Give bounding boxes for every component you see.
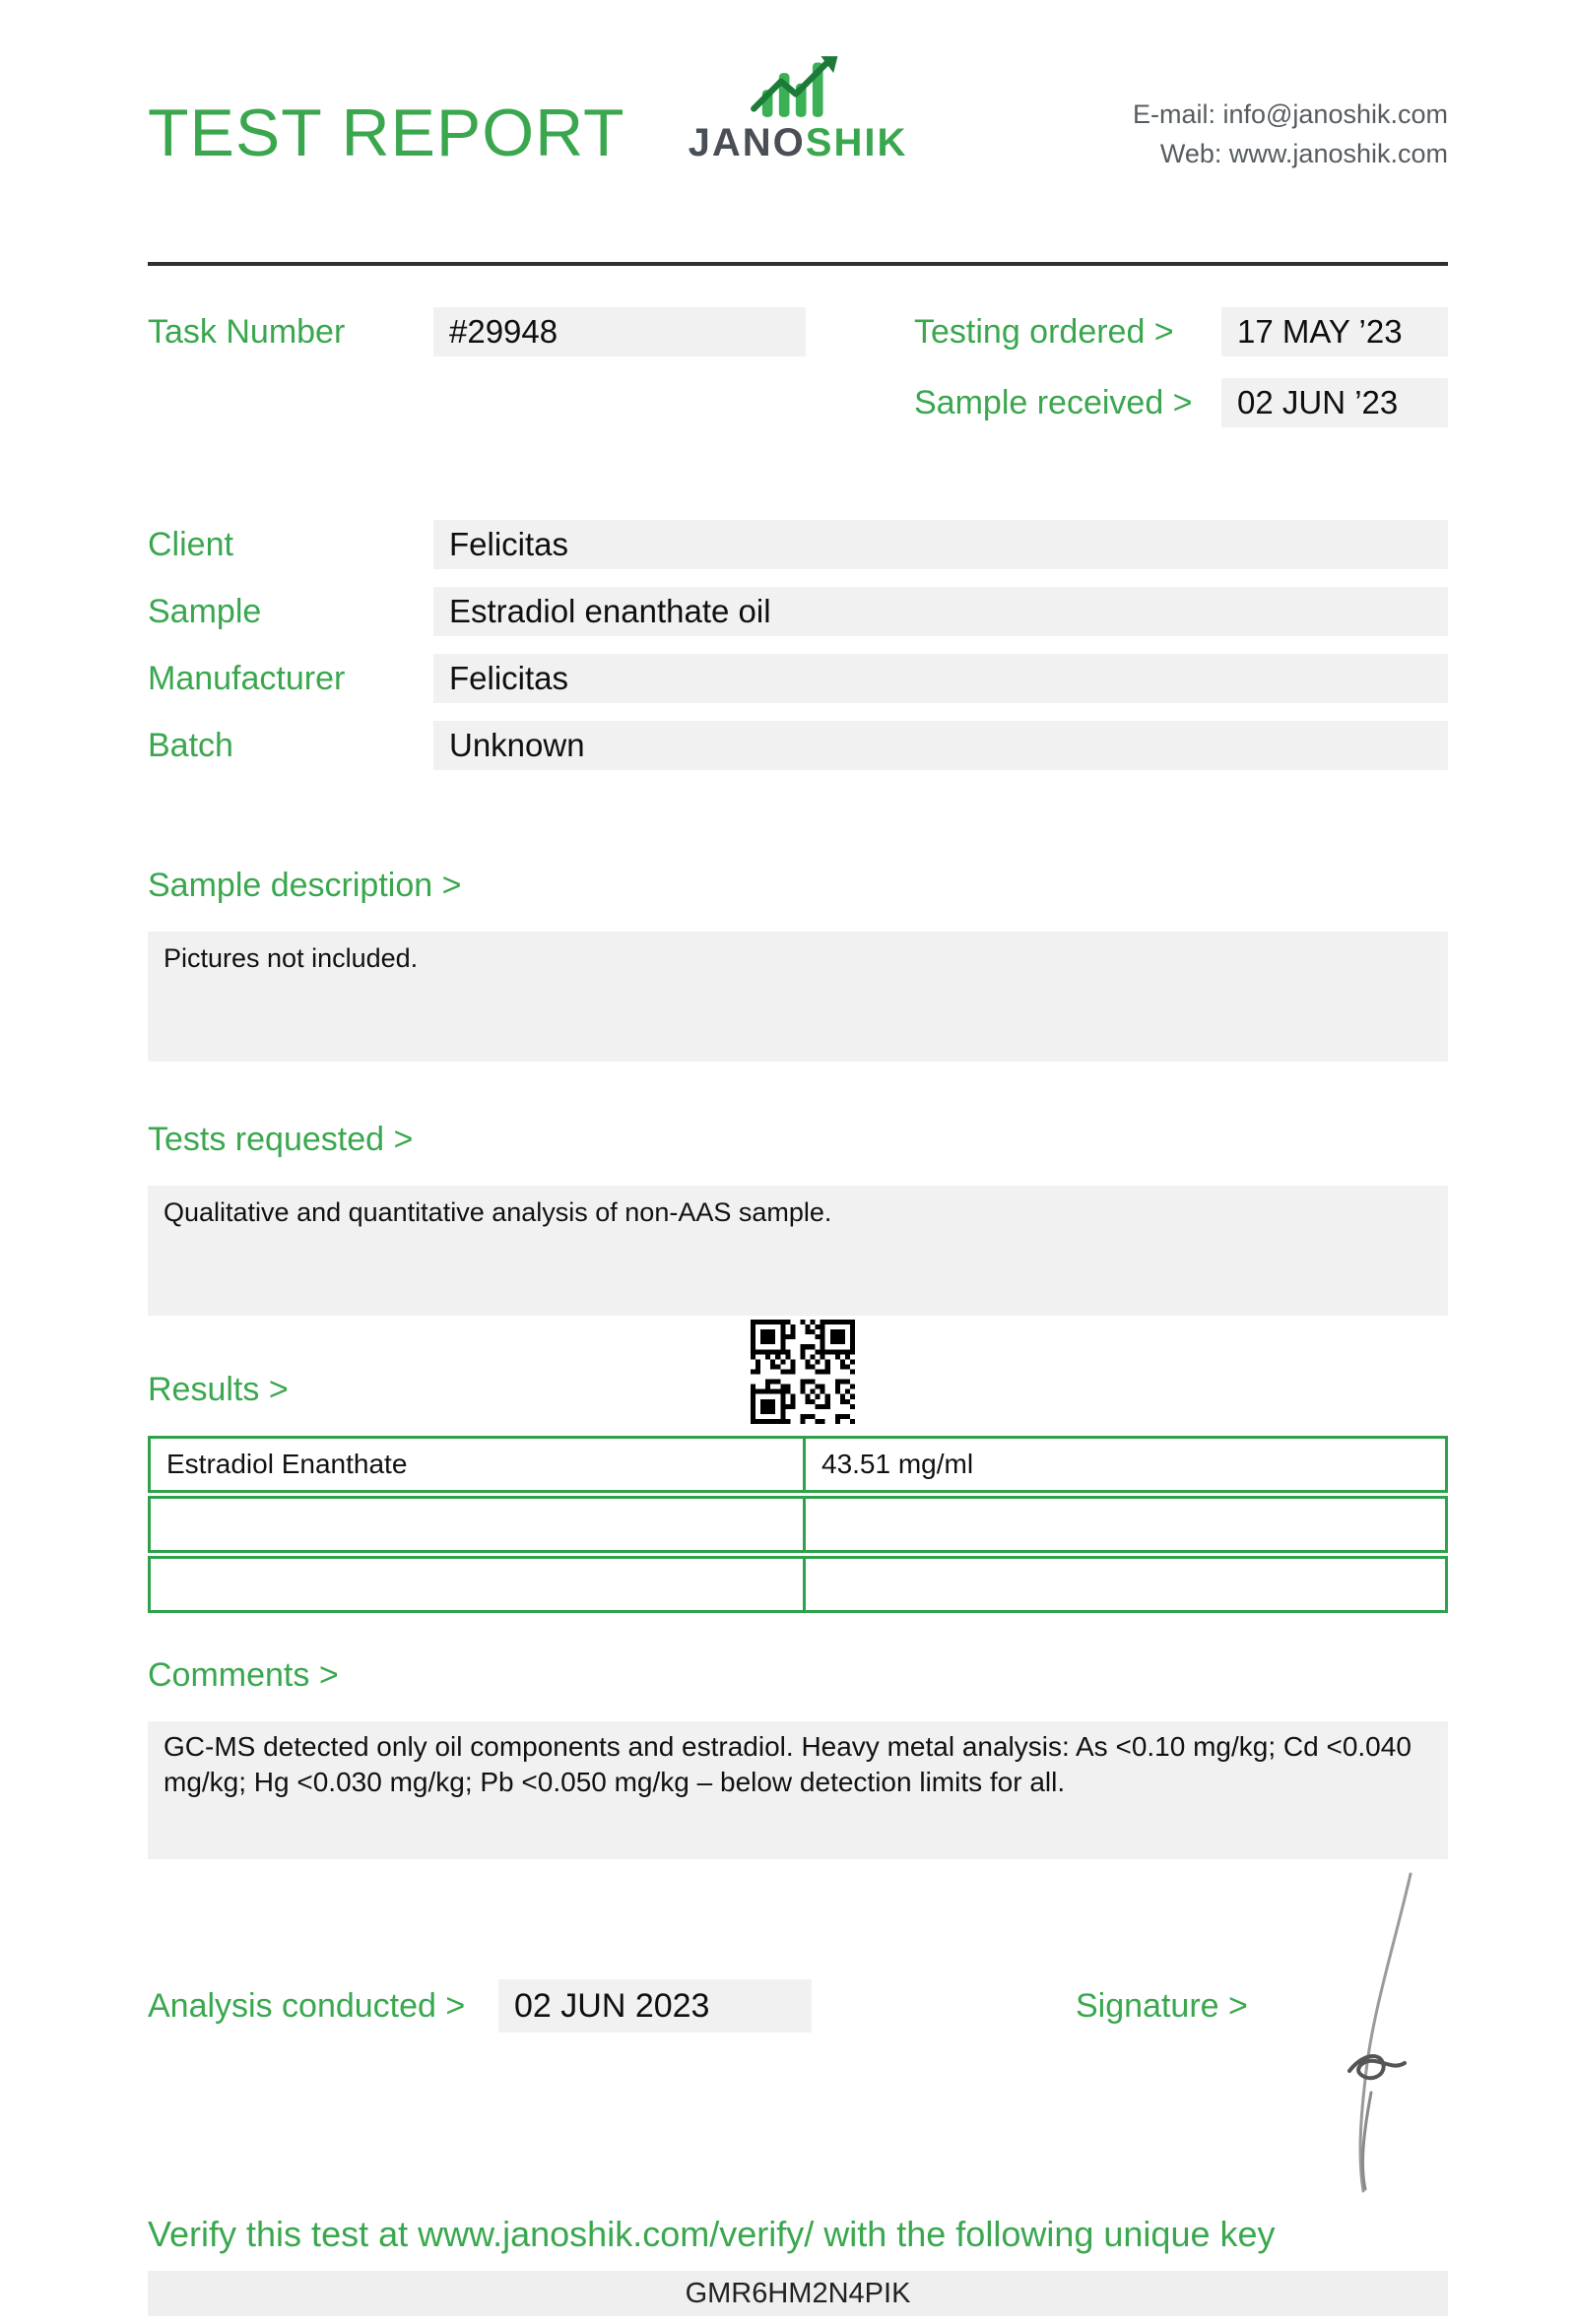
- comments-box: GC-MS detected only oil components and estradiol. Heavy metal analysis: As <0.10 mg/kg; Cd <0.040 mg/kg; Hg <0.030 mg/kg; Pb <0.050 mg/kg – below detection limits for all.: [148, 1721, 1448, 1859]
- tests-requested-heading: Tests requested >: [148, 1121, 414, 1158]
- testing-ordered-label: Testing ordered >: [914, 313, 1174, 351]
- tests-requested-box: Qualitative and quantitative analysis of non-AAS sample.: [148, 1186, 1448, 1316]
- batch-label: Batch: [148, 727, 233, 764]
- signature-label: Signature >: [1076, 1987, 1248, 2025]
- sample-label: Sample: [148, 593, 262, 630]
- results-table: [148, 1436, 1448, 1616]
- manufacturer-label: Manufacturer: [148, 660, 346, 697]
- client-label: Client: [148, 526, 233, 563]
- sample-received-value: 02 JUN ’23: [1221, 378, 1448, 427]
- task-number-value: #29948: [433, 307, 806, 356]
- header-divider: [148, 262, 1448, 266]
- result-name: Estradiol Enanthate: [151, 1439, 806, 1490]
- logo-barchart-icon: [744, 54, 852, 119]
- results-row: [148, 1436, 1448, 1493]
- logo-text-jano: JANO: [688, 121, 806, 164]
- results-row: [148, 1496, 1448, 1553]
- logo-text-shik: SHIK: [805, 121, 908, 164]
- result-name: [151, 1499, 806, 1550]
- sample-received-label: Sample received >: [914, 384, 1193, 421]
- web-line: Web: www.janoshik.com: [1159, 139, 1448, 168]
- analysis-conducted-label: Analysis conducted >: [148, 1987, 466, 2025]
- verify-key: GMR6HM2N4PIK: [148, 2271, 1448, 2316]
- page-title: TEST REPORT: [148, 96, 625, 170]
- analysis-date-value: 02 JUN 2023: [498, 1979, 812, 2033]
- result-value: [806, 1499, 1445, 1550]
- sample-value: Estradiol enanthate oil: [433, 587, 1448, 636]
- comments-heading: Comments >: [148, 1656, 339, 1694]
- janoshik-logo: [680, 54, 916, 165]
- batch-value: Unknown: [433, 721, 1448, 770]
- result-value: [806, 1559, 1445, 1610]
- logo-wordmark: [680, 121, 916, 165]
- email-line: E-mail: info@janoshik.com: [1132, 99, 1448, 129]
- sample-description-heading: Sample description >: [148, 867, 462, 904]
- contact-info: [1133, 95, 1448, 173]
- qr-code: [751, 1320, 855, 1424]
- results-heading: Results >: [148, 1371, 289, 1408]
- signature-image: [1280, 1866, 1448, 2201]
- result-name: [151, 1559, 806, 1610]
- task-number-label: Task Number: [148, 313, 346, 351]
- results-row: [148, 1556, 1448, 1613]
- verify-text: Verify this test at www.janoshik.com/verify/ with the following unique key: [148, 2214, 1276, 2254]
- result-value: 43.51 mg/ml: [821, 1449, 974, 1479]
- manufacturer-value: Felicitas: [433, 654, 1448, 703]
- testing-ordered-value: 17 MAY ’23: [1221, 307, 1448, 356]
- sample-description-box: Pictures not included.: [148, 932, 1448, 1062]
- client-value: Felicitas: [433, 520, 1448, 569]
